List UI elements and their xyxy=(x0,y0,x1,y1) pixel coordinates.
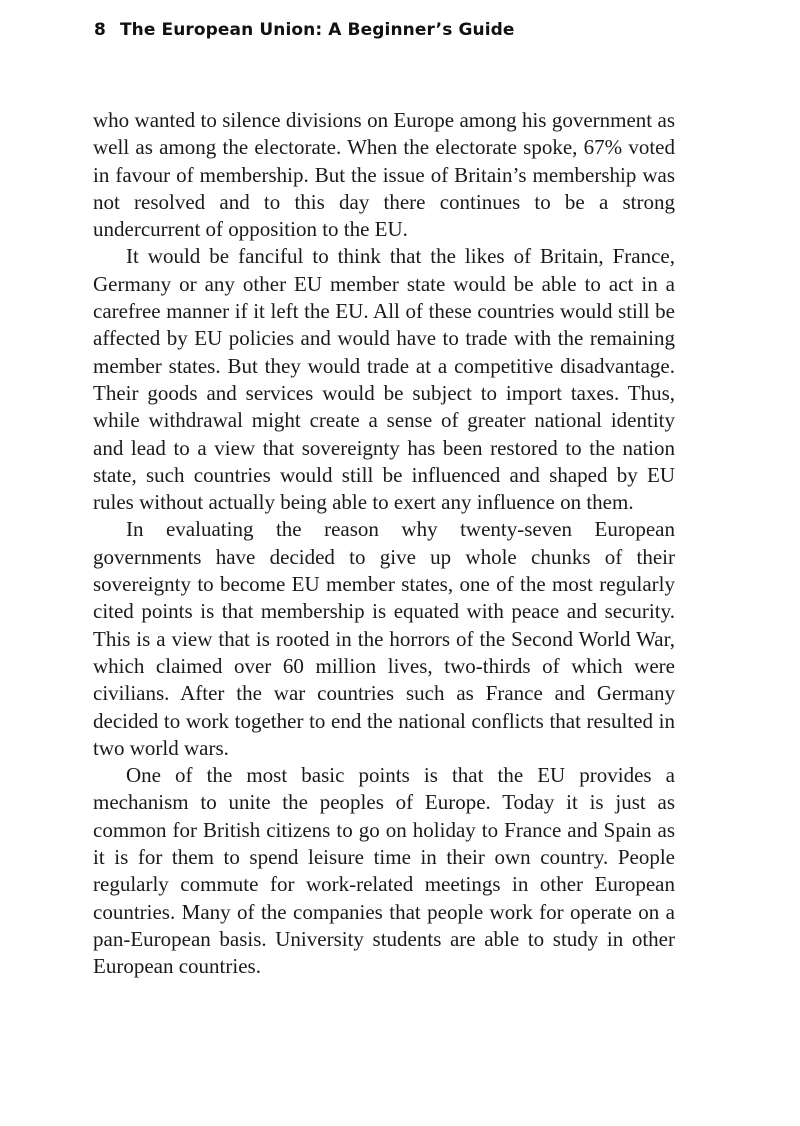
body-text xyxy=(93,107,675,981)
paragraph: In evaluating the reason why twenty-seven European governments have decided to give up whole chunks of their sovereignty to become EU member states, one of the most regularly cited points is that membership is equated with peace and security. This is a view that is rooted in the horrors of the Second World War, which claimed over 60 million lives, two-thirds of which were civilians. After the war countries such as France and Germany decided to work together to end the national conflicts that resulted in two world wars. xyxy=(93,517,675,760)
paragraph: who wanted to silence divisions on Europe among his government as well as among the electorate. When the electorate spoke, 67% voted in favour of membership. But the issue of Britain’s membership was not resolved and to this day there continues to be a strong undercurrent of opposition to the EU. xyxy=(93,108,675,242)
paragraph: One of the most basic points is that the EU provides a mechanism to unite the peoples of Europe. Today it is just as common for British citizens to go on holiday to France and Spain as it is for them to spend leisure time in their own country. People regularly commute for work-related meetings in other European countries. Many of the companies that people work for operate on a pan-European basis. University students are able to study in other European countries. xyxy=(93,763,675,979)
page-number: 8 xyxy=(94,20,106,40)
running-header xyxy=(94,20,515,40)
paragraph: It would be fanciful to think that the likes of Britain, France, Germany or any other EU member state would be able to act in a carefree manner if it left the EU. All of these countries would still be affected by EU policies and would have to trade with the remaining member states. But they would trade at a competitive disadvantage. Their goods and services would be subject to import taxes. Thus, while withdrawal might create a sense of greater national identity and lead to a view that sovereignty has been restored to the nation state, such countries would still be influenced and shaped by EU rules without actually being able to exert any influence on them. xyxy=(93,244,675,515)
book-title: The European Union: A Beginner’s Guide xyxy=(119,20,515,40)
